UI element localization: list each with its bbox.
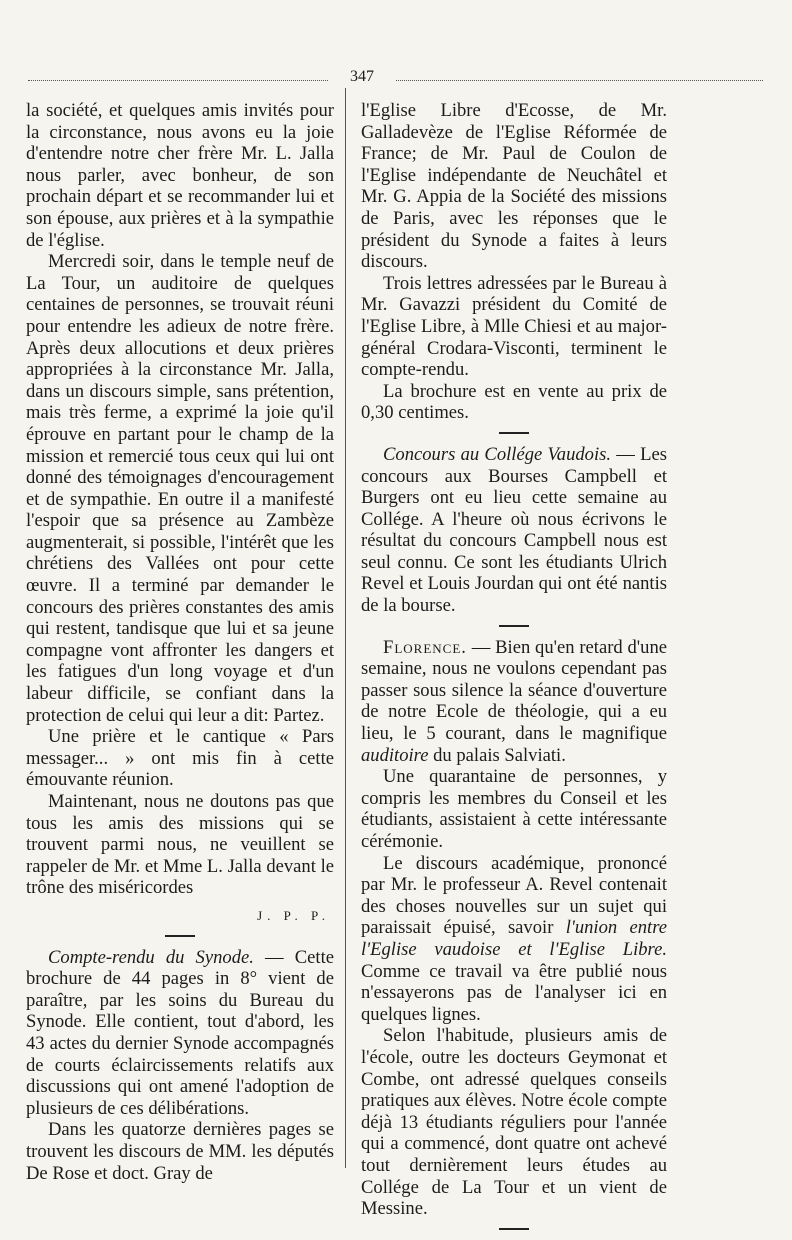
paragraph: la société, et quelques amis invités pour la circonstance, nous avons eu la joie d'entendre notre cher frère Mr. L. Jalla nous parler, avec bonheur, de son prochain départ et se recommander lui et son épouse, aux prières et à la sympathie de l'église.: [26, 100, 334, 251]
left-column: [26, 100, 334, 1184]
article-title: Concours au Collége Vaudois.: [383, 443, 612, 465]
section-separator: [499, 625, 529, 627]
paragraph: [361, 853, 667, 1026]
paragraph: Trois lettres adressées par le Bureau à Mr. Gavazzi président du Comité de l'Eglise Libre, à Mlle Chiesi et au major-général Crodara-Visconti, terminent le compte-rendu.: [361, 272, 667, 381]
paragraph-text: Comme ce travail va être publié nous n'essayerons pas de l'analyser ici en quelques lignes.: [361, 960, 667, 1025]
article-body: — Cette brochure de 44 pages in 8° vient de paraître, par les soins du Bureau du Synode. Elle contient, tout d'abord, les 43 actes du dernier Synode accompagnés de courts éclaircissements relatifs aux discussions qui ont amené l'adoption de plusieurs de ces délibérations.: [26, 946, 334, 1119]
article-body: — Bien qu'en retard d'une semaine, nous ne voulons cependant pas passer sous silence la séance d'ouverture de notre Ecole de théologie, qui a eu lieu, le 5 courant, dans le magnifique: [361, 636, 667, 745]
page-header: [28, 70, 763, 88]
article-florence: [361, 637, 667, 767]
page-number: 347: [350, 68, 374, 85]
paragraph: Selon l'habitude, plusieurs amis de l'école, outre les docteurs Geymonat et Combe, ont adressé quelques conseils pratiques aux élèves. Notre école compte déjà 13 étudiants réguliers pour l'année qui a commencé, dont quatre ont achevé tout dernièrement leurs études au Collége de La Tour et un vient de Messine.: [361, 1025, 667, 1220]
section-separator: [499, 1228, 529, 1230]
emphasis: l'union entre l'Eglise vaudoise et l'Eglise Libre.: [361, 917, 667, 960]
column-divider: [345, 88, 346, 1168]
right-column: [361, 100, 667, 1240]
paragraph: Dans les quatorze dernières pages se trouvent les discours de MM. les députés De Rose et doct. Gray de: [26, 1119, 334, 1184]
paragraph: Une quarantaine de personnes, y compris les membres du Conseil et les étudiants, assistaient à cette intéressante cérémonie.: [361, 766, 667, 852]
article-body: — Les concours aux Bourses Campbell et Burgers ont eu lieu cette semaine au Collége. A l'heure où nous écrivons le résultat du concours Campbell nous est seul connu. Ce sont les étudiants Ulrich Revel et Louis Jourdan qui ont été nantis de la bourse.: [361, 443, 667, 617]
emphasis: auditoire: [361, 744, 429, 766]
paragraph: l'Eglise Libre d'Ecosse, de Mr. Galladevèze de l'Eglise Réformée de France; de Mr. Paul de Coulon de l'Eglise indépendante de Neuchâtel et Mr. G. Appia de la Société des missions de Paris, avec les réponses que le président du Synode a faites à leurs discours.: [361, 100, 667, 273]
section-separator: [165, 935, 195, 937]
article-title: Florence.: [383, 636, 467, 658]
paragraph: Mercredi soir, dans le temple neuf de La Tour, un auditoire de quelques centaines de personnes, se trouvait réuni pour entendre les adieux de notre frère. Après deux allocutions et deux prières appropriées à la circonstance Mr. Jalla, dans un discours simple, sans prétention, mais très ferme, a exprimé la joie qu'il éprouve en partant pour le champ de la mission et remercié tous ceux qui lui ont donné des témoignages d'encouragement et de sympathie. En outre il a manifesté l'espoir que sa présence au Zambèze augmenterait, si possible, l'intérêt que les chrétiens des Vallées ont pour cette œuvre. Il a terminé par demander le concours des prières constantes des amis qui restent, tandisque que lui et sa jeune compagne vont affronter les dangers et les fatigues d'un long voyage et d'un labeur difficile, se confiant dans la protection de celui qui leur a dit: Partez.: [26, 251, 334, 726]
article-compte-rendu: [26, 947, 334, 1120]
header-rule-left: [28, 80, 328, 81]
section-separator: [499, 432, 529, 434]
paragraph: La brochure est en vente au prix de 0,30 centimes.: [361, 380, 667, 424]
article-title: Compte-rendu du Synode.: [48, 946, 254, 968]
paragraph: Maintenant, nous ne doutons pas que tous les amis des missions qui se trouvent parmi nous, ne veuillent se rappeler de Mr. et Mme L. Jalla devant le trône des miséricordes: [26, 791, 334, 899]
article-concours: [361, 444, 667, 617]
paragraph: Une prière et le cantique « Pars messager... » ont mis fin à cette émouvante réunion.: [26, 726, 334, 791]
article-body: du palais Salviati.: [428, 744, 566, 766]
signature: J. P. P.: [257, 907, 330, 923]
paragraph-text: Le discours académique, prononcé par Mr. le professeur A. Revel contenait des choses nouvelles sur un sujet qui paraissait épuisé, savoir: [361, 852, 667, 939]
header-rule-right: [396, 80, 763, 81]
